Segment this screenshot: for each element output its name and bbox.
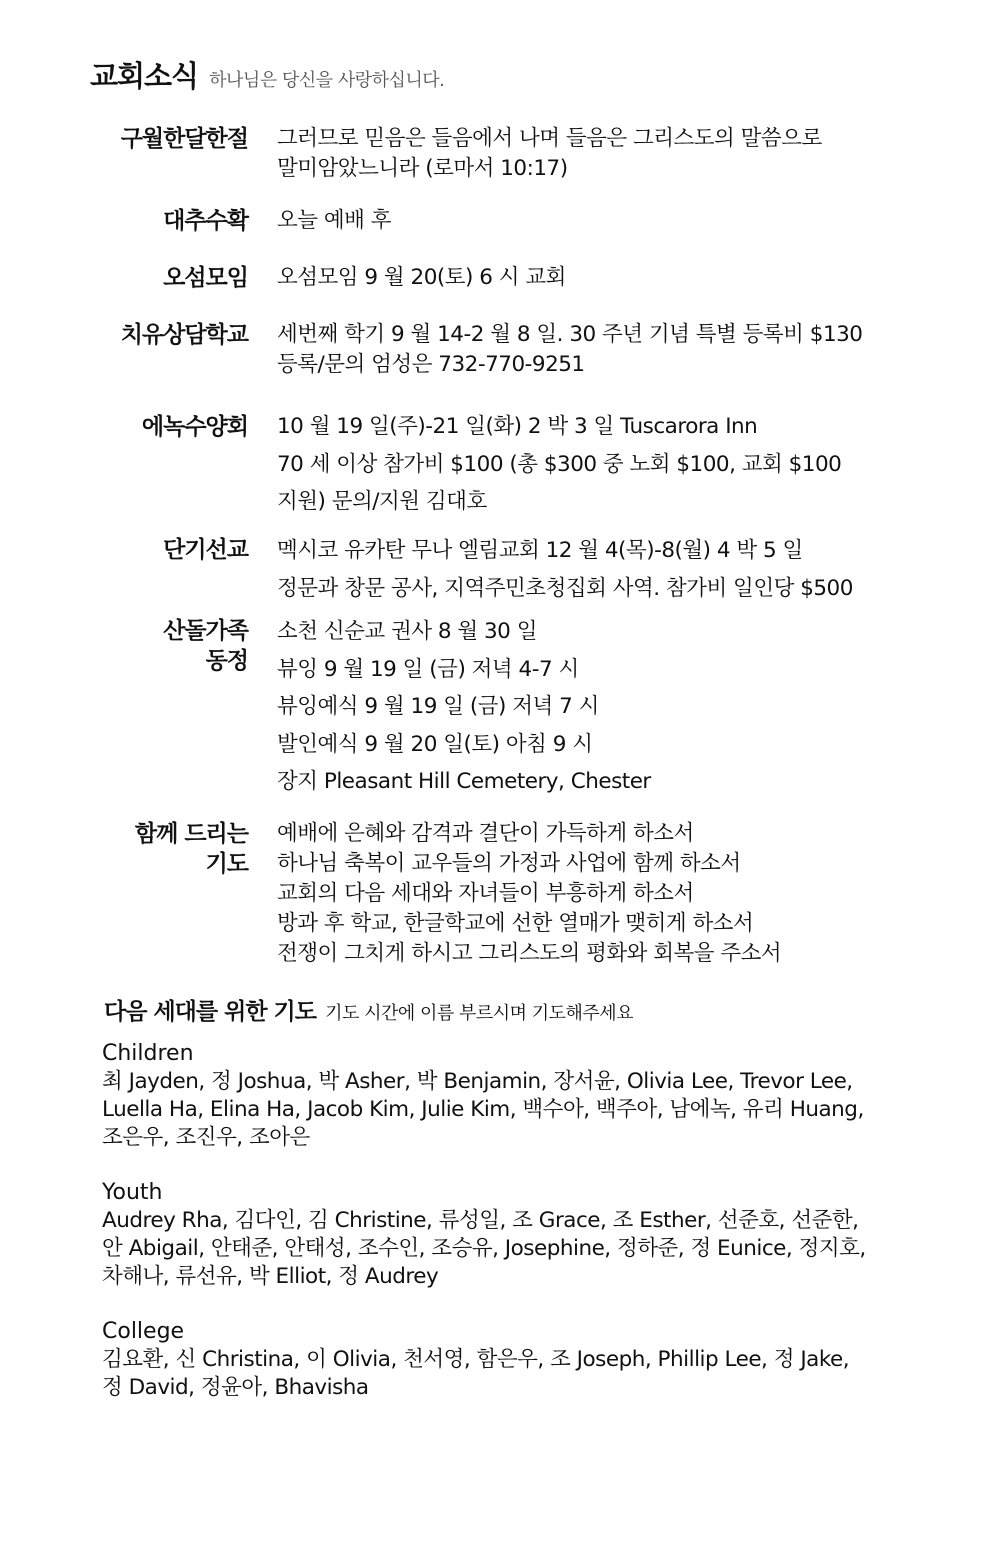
next-generation-heading bbox=[104, 993, 633, 1026]
group-title: College bbox=[102, 1319, 185, 1344]
content-line: 그러므로 믿음은 들음에서 나며 들음은 그리스도의 말씀으로 bbox=[277, 126, 822, 151]
names-line: Audrey Rha, 김다인, 김 Christine, 류성일, 조 Grace, 조 Esther, 선준호, 선준한, bbox=[102, 1208, 859, 1233]
content-line: 오섬모임 9 월 20(토) 6 시 교회 bbox=[277, 265, 566, 290]
section-content bbox=[277, 124, 987, 184]
names-line: 김요환, 신 Christina, 이 Olivia, 천서영, 함은우, 조 Joseph, Phillip Lee, 정 Jake, bbox=[102, 1347, 850, 1372]
next-generation-subtitle: 기도 시간에 이름 부르시며 기도해주세요 bbox=[325, 1003, 634, 1024]
section-content bbox=[277, 613, 987, 801]
section-label bbox=[135, 819, 248, 879]
content-line: 70 세 이상 참가비 $100 (총 $300 중 노회 $100, 교회 $100 bbox=[277, 451, 842, 477]
page-header bbox=[90, 54, 444, 95]
section-content bbox=[277, 819, 987, 969]
group-names bbox=[102, 1207, 932, 1291]
content-line: 교회의 다음 세대와 자녀들이 부흥하게 하소서 bbox=[277, 881, 694, 906]
names-line: 조은우, 조진우, 조아은 bbox=[102, 1125, 310, 1150]
group-names bbox=[102, 1346, 932, 1402]
group-title: Youth bbox=[102, 1180, 163, 1205]
section-content bbox=[277, 206, 987, 236]
section-label: 오섬모임 bbox=[163, 265, 248, 291]
next-generation-title: 다음 세대를 위한 기도 bbox=[104, 999, 316, 1025]
content-line: 멕시코 유카탄 무나 엘림교회 12 월 4(목)-8(월) 4 박 5 일 bbox=[277, 538, 803, 563]
page-title: 교회소식 bbox=[90, 59, 199, 93]
section-label: 치유상담학교 bbox=[120, 322, 248, 348]
section-label: 대추수확 bbox=[163, 208, 248, 234]
section-label: 구월한달한절 bbox=[120, 126, 248, 152]
section-content bbox=[277, 320, 987, 380]
names-line: 정 David, 정윤아, Bhavisha bbox=[102, 1375, 369, 1400]
section-content bbox=[277, 532, 987, 607]
section-label: 에녹수양회 bbox=[141, 414, 248, 440]
content-line: 뷰잉 9 월 19 일 (금) 저녁 4-7 시 bbox=[277, 656, 579, 682]
page-subtitle: 하나님은 당신을 사랑하십니다. bbox=[209, 70, 445, 91]
content-line: 하나님 축복이 교우들의 가정과 사업에 함께 하소서 bbox=[277, 851, 741, 876]
content-line: 세번째 학기 9 월 14-2 월 8 일. 30 주년 기념 특별 등록비 $130 bbox=[277, 322, 863, 347]
content-line: 지원) 문의/지원 김대호 bbox=[277, 489, 487, 514]
group-children bbox=[102, 1040, 932, 1152]
group-youth bbox=[102, 1179, 932, 1291]
section-content bbox=[277, 408, 987, 521]
section-label: 단기선교 bbox=[163, 537, 248, 563]
section-label bbox=[163, 616, 248, 676]
names-line: 차해나, 류선유, 박 Elliot, 정 Audrey bbox=[102, 1264, 439, 1289]
group-college bbox=[102, 1318, 932, 1402]
content-line: 장지 Pleasant Hill Cemetery, Chester bbox=[277, 769, 651, 794]
section-label-line: 동정 bbox=[205, 648, 248, 674]
content-line: 10 월 19 일(주)-21 일(화) 2 박 3 일 Tuscarora Inn bbox=[277, 414, 758, 439]
content-line: 정문과 창문 공사, 지역주민초청집회 사역. 참가비 일인당 $500 bbox=[277, 575, 853, 601]
names-line: Luella Ha, Elina Ha, Jacob Kim, Julie Kim, 백수아, 백주아, 남에녹, 유리 Huang, bbox=[102, 1097, 864, 1122]
content-line: 전쟁이 그치게 하시고 그리스도의 평화와 회복을 주소서 bbox=[277, 941, 782, 966]
names-line: 최 Jayden, 정 Joshua, 박 Asher, 박 Benjamin, 장서윤, Olivia Lee, Trevor Lee, bbox=[102, 1069, 853, 1094]
names-line: 안 Abigail, 안태준, 안태성, 조수인, 조승유, Josephine, 정하준, 정 Eunice, 정지호, bbox=[102, 1236, 866, 1261]
content-line: 오늘 예배 후 bbox=[277, 208, 392, 233]
section-label-line: 함께 드리는 bbox=[134, 821, 248, 847]
section-label-line: 산돌가족 bbox=[163, 618, 248, 644]
content-line: 소천 신순교 권사 8 월 30 일 bbox=[277, 619, 537, 644]
section-label-line: 기도 bbox=[205, 851, 248, 877]
content-line: 뷰잉예식 9 월 19 일 (금) 저녁 7 시 bbox=[277, 694, 599, 719]
group-title: Children bbox=[102, 1041, 194, 1066]
content-line: 발인예식 9 월 20 일(토) 아침 9 시 bbox=[277, 731, 593, 757]
content-line: 예배에 은혜와 감격과 결단이 가득하게 하소서 bbox=[277, 821, 694, 846]
content-line: 방과 후 학교, 한글학교에 선한 열매가 맺히게 하소서 bbox=[277, 911, 754, 936]
content-line: 말미암았느니라 (로마서 10:17) bbox=[277, 156, 568, 181]
section-content bbox=[277, 263, 987, 293]
group-names bbox=[102, 1068, 932, 1152]
content-line: 등록/문의 엄성은 732-770-9251 bbox=[277, 352, 585, 377]
